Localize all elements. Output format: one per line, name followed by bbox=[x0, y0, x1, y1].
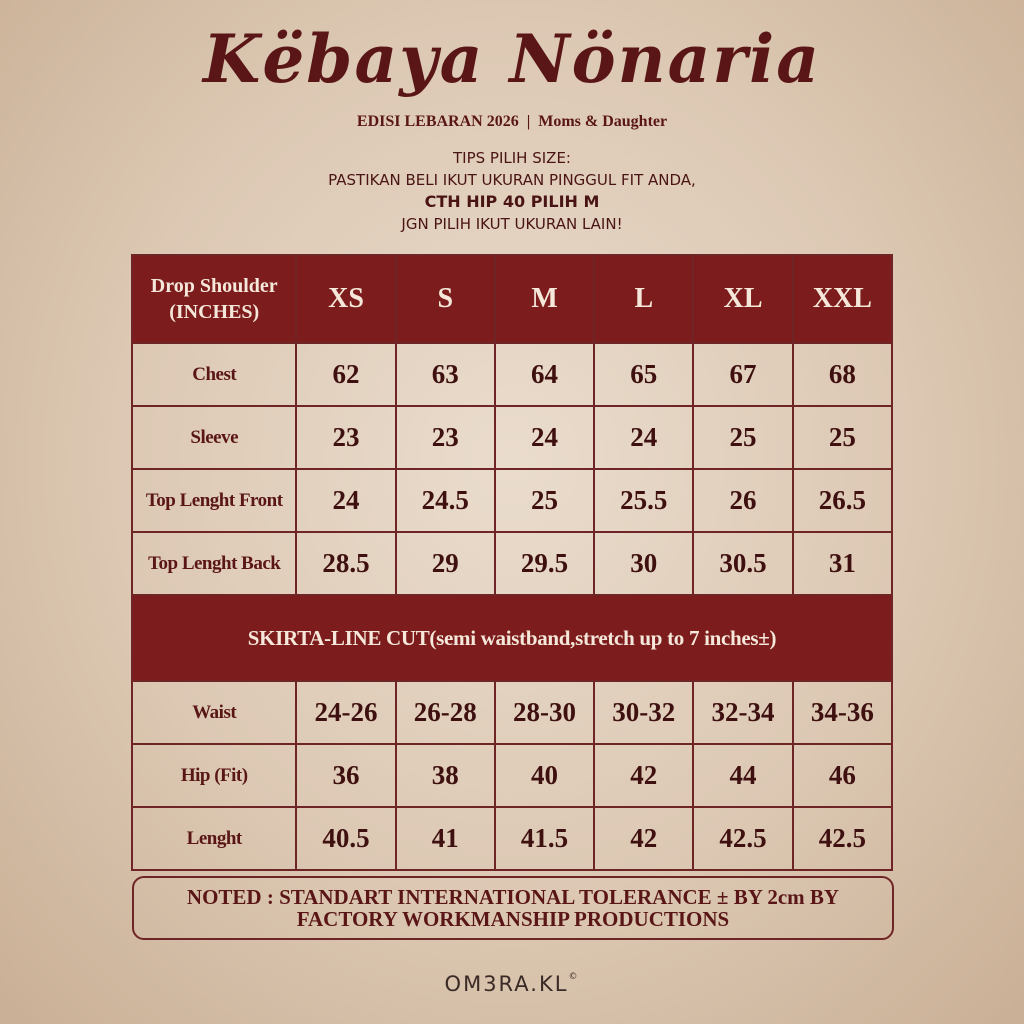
subtitle-separator: | bbox=[526, 113, 531, 130]
size-header-l: L bbox=[594, 255, 693, 343]
top-row bbox=[132, 343, 892, 406]
skirt-value-cell: 41.5 bbox=[495, 807, 594, 870]
brand-title: Kёbaya Nönaria bbox=[202, 20, 822, 98]
top-row bbox=[132, 406, 892, 469]
top-value-cell: 25 bbox=[693, 406, 792, 469]
skirt-value-cell: 28-30 bbox=[495, 681, 594, 744]
top-row-label: Sleeve bbox=[132, 406, 296, 469]
tips-warning: JGN PILIH IKUT UKURAN LAIN! bbox=[401, 215, 623, 233]
tips-instruction: PASTIKAN BELI IKUT UKURAN PINGGUL FIT ANDA, bbox=[328, 171, 696, 189]
skirt-header-row bbox=[132, 595, 892, 681]
note-line-2: FACTORY WORKMANSHIP PRODUCTIONS bbox=[296, 907, 730, 931]
top-value-cell: 29.5 bbox=[495, 532, 594, 595]
top-value-cell: 25 bbox=[793, 406, 892, 469]
top-value-cell: 24 bbox=[594, 406, 693, 469]
top-value-cell: 68 bbox=[793, 343, 892, 406]
top-value-cell: 64 bbox=[495, 343, 594, 406]
top-value-cell: 24 bbox=[495, 406, 594, 469]
top-value-cell: 24 bbox=[296, 469, 395, 532]
tips-heading: TIPS PILIH SIZE: bbox=[453, 149, 571, 167]
top-value-cell: 26 bbox=[693, 469, 792, 532]
brand-logo bbox=[0, 972, 1024, 996]
skirt-section-header: SKIRTA-LINE CUT(semi waistband,stretch up to 7 inches±) bbox=[132, 595, 892, 681]
skirt-value-cell: 34-36 bbox=[793, 681, 892, 744]
skirt-value-cell: 26-28 bbox=[396, 681, 495, 744]
skirt-row bbox=[132, 744, 892, 807]
skirt-value-cell: 36 bbox=[296, 744, 395, 807]
size-header-m: M bbox=[495, 255, 594, 343]
size-chart-table bbox=[131, 254, 893, 871]
skirt-value-cell: 42 bbox=[594, 807, 693, 870]
edition-subtitle bbox=[0, 113, 1024, 131]
top-row bbox=[132, 532, 892, 595]
skirt-value-cell: 44 bbox=[693, 744, 792, 807]
top-value-cell: 28.5 bbox=[296, 532, 395, 595]
top-value-cell: 30.5 bbox=[693, 532, 792, 595]
size-header-xl: XL bbox=[693, 255, 792, 343]
top-row-label: Top Lenght Front bbox=[132, 469, 296, 532]
top-value-cell: 65 bbox=[594, 343, 693, 406]
skirt-row-label: Lenght bbox=[132, 807, 296, 870]
size-header-s: S bbox=[396, 255, 495, 343]
size-header-row bbox=[132, 255, 892, 343]
copyright-mark: © bbox=[568, 972, 580, 982]
corner-line-2: (INCHES) bbox=[169, 301, 260, 323]
top-value-cell: 67 bbox=[693, 343, 792, 406]
top-row-label: Chest bbox=[132, 343, 296, 406]
tagline-label: Moms & Daughter bbox=[538, 113, 668, 130]
skirt-value-cell: 42 bbox=[594, 744, 693, 807]
skirt-value-cell: 40.5 bbox=[296, 807, 395, 870]
skirt-value-cell: 46 bbox=[793, 744, 892, 807]
top-value-cell: 63 bbox=[396, 343, 495, 406]
skirt-row bbox=[132, 807, 892, 870]
top-value-cell: 26.5 bbox=[793, 469, 892, 532]
top-value-cell: 25 bbox=[495, 469, 594, 532]
edition-label: EDISI LEBARAN 2026 bbox=[356, 113, 519, 130]
skirt-row bbox=[132, 681, 892, 744]
header-corner bbox=[132, 255, 296, 343]
skirt-value-cell: 42.5 bbox=[693, 807, 792, 870]
skirt-value-cell: 24-26 bbox=[296, 681, 395, 744]
note-line-1: NOTED : STANDART INTERNATIONAL TOLERANCE ± BY 2cm BY bbox=[186, 885, 840, 909]
tips-example: CTH HIP 40 PILIH M bbox=[424, 192, 600, 211]
top-value-cell: 23 bbox=[396, 406, 495, 469]
skirt-value-cell: 32-34 bbox=[693, 681, 792, 744]
skirt-value-cell: 42.5 bbox=[793, 807, 892, 870]
brand-name: OM3RA.KL bbox=[444, 972, 569, 996]
top-row-label: Top Lenght Back bbox=[132, 532, 296, 595]
skirt-value-cell: 30-32 bbox=[594, 681, 693, 744]
top-value-cell: 24.5 bbox=[396, 469, 495, 532]
skirt-value-cell: 38 bbox=[396, 744, 495, 807]
size-tips bbox=[0, 147, 1024, 235]
skirt-row-label: Hip (Fit) bbox=[132, 744, 296, 807]
size-header-xs: XS bbox=[296, 255, 395, 343]
top-value-cell: 30 bbox=[594, 532, 693, 595]
top-value-cell: 29 bbox=[396, 532, 495, 595]
skirt-row-label: Waist bbox=[132, 681, 296, 744]
top-value-cell: 31 bbox=[793, 532, 892, 595]
size-header-xxl: XXL bbox=[793, 255, 892, 343]
top-value-cell: 62 bbox=[296, 343, 395, 406]
corner-line-1: Drop Shoulder bbox=[150, 275, 278, 297]
top-value-cell: 23 bbox=[296, 406, 395, 469]
top-value-cell: 25.5 bbox=[594, 469, 693, 532]
skirt-value-cell: 41 bbox=[396, 807, 495, 870]
skirt-value-cell: 40 bbox=[495, 744, 594, 807]
top-row bbox=[132, 469, 892, 532]
tolerance-note bbox=[132, 876, 894, 940]
